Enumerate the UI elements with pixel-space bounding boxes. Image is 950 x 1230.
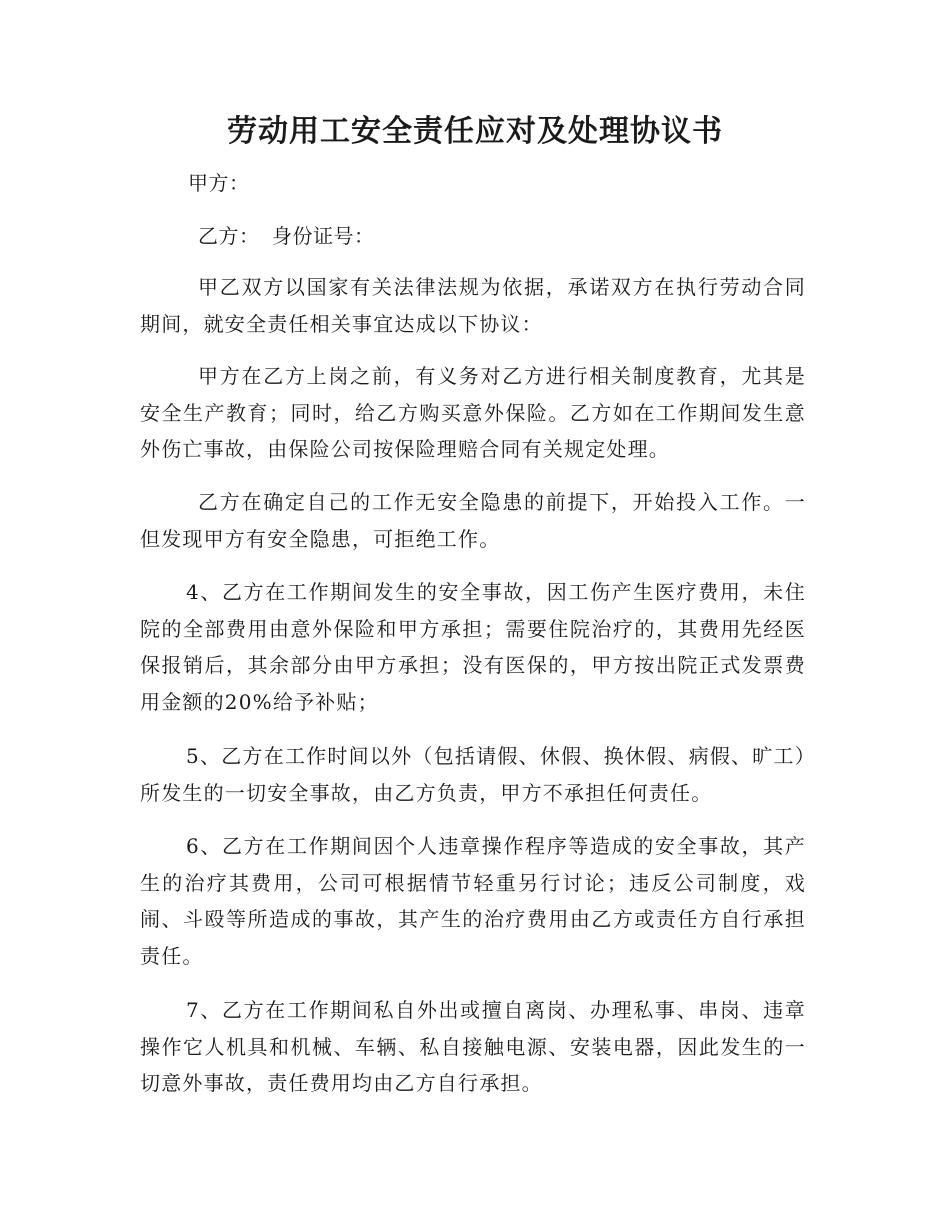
party-a-label: 甲方：	[188, 171, 250, 195]
document-title: 劳动用工安全责任应对及处理协议书	[227, 114, 723, 149]
paragraph-clause-7: 7、乙方在工作期间私自外出或擅自离岗、办理私事、串岗、违章操作它人机具和机械、车辆、私自接触电源、安装电器，因此发生的一切意外事故，责任费用均由乙方自行承担。	[140, 998, 806, 1095]
paragraph-clause-5: 5、乙方在工作时间以外（包括请假、休假、换休假、病假、旷工）所发生的一切安全事故，由乙方负责，甲方不承担任何责任。	[140, 744, 806, 805]
paragraph-clause-4: 4、乙方在工作期间发生的安全事故，因工伤产生医疗费用，未住院的全部费用由意外保险和甲方承担；需要住院治疗的，其费用先经医保报销后，其余部分由甲方承担；没有医保的，甲方按出院正式发票费用金额的20%给予补贴；	[140, 580, 806, 714]
id-number-label: 身份证号：	[272, 224, 375, 248]
paragraph-clause-1: 甲方在乙方上岗之前，有义务对乙方进行相关制度教育，尤其是安全生产教育；同时，给乙方购买意外保险。乙方如在工作期间发生意外伤亡事故，由保险公司按保险理赔合同有关规定处理。	[140, 364, 806, 461]
paragraph-clause-6: 6、乙方在工作期间因个人违章操作程序等造成的安全事故，其产生的治疗其费用，公司可根据情节轻重另行讨论；违反公司制度，戏闹、斗殴等所造成的事故，其产生的治疗费用由乙方或责任方自行承担责任。	[140, 834, 806, 968]
paragraph-clause-2: 乙方在确定自己的工作无安全隐患的前提下，开始投入工作。一但发现甲方有安全隐患，可拒绝工作。	[140, 490, 806, 551]
party-b-label: 乙方：	[198, 224, 260, 248]
paragraph-preamble: 甲乙双方以国家有关法律法规为依据，承诺双方在执行劳动合同期间，就安全责任相关事宜达成以下协议：	[140, 275, 806, 336]
